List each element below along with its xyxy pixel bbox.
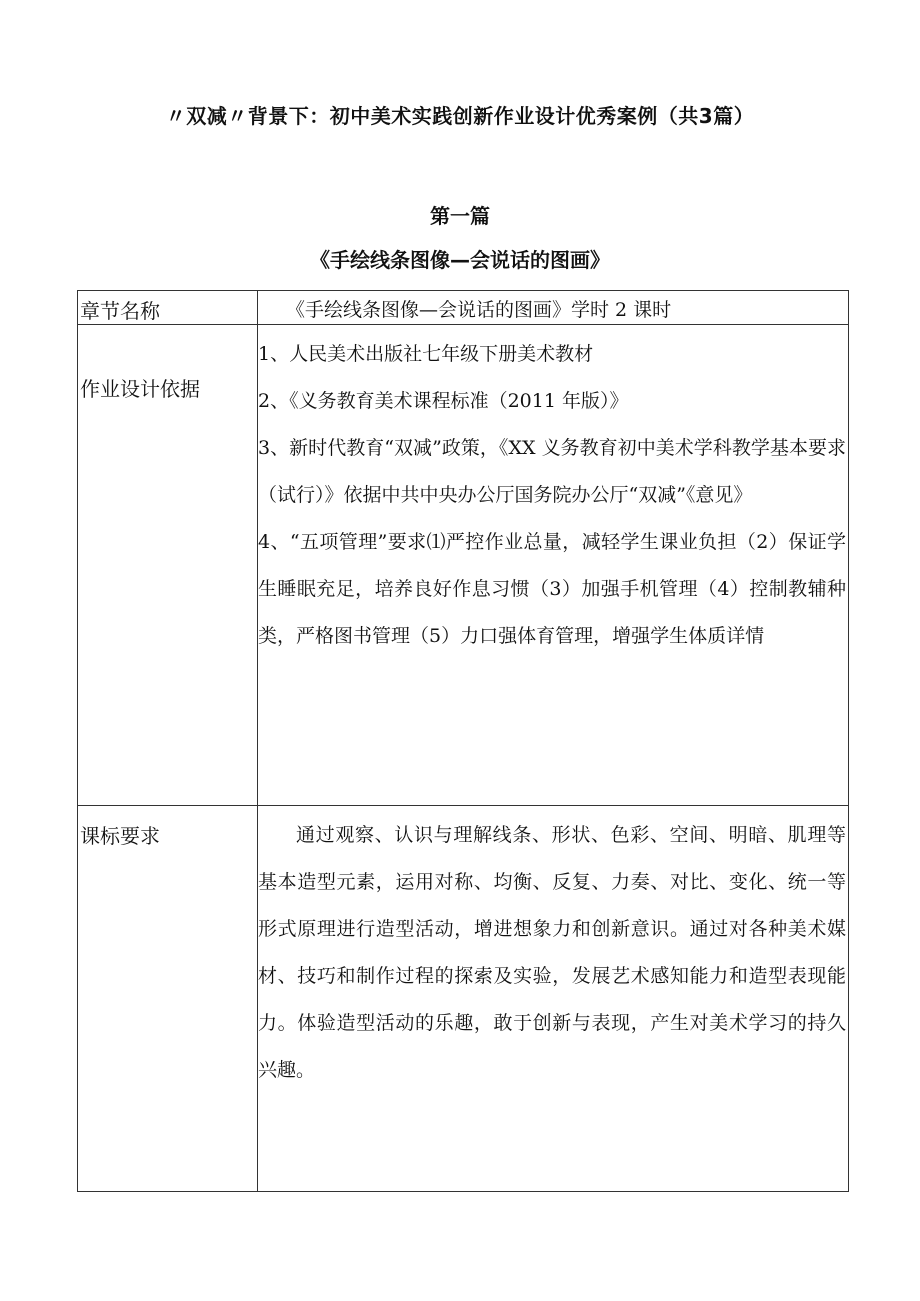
chapter-label: 章节名称 <box>80 299 160 323</box>
chapter-value-cell <box>258 291 849 325</box>
standard-label-cell <box>78 806 258 1192</box>
chapter-value: 《手绘线条图像—会说话的图画》学时 2 课时 <box>286 299 672 321</box>
work-title: 《手绘线条图像—会说话的图画》 <box>310 248 610 272</box>
table-row-basis <box>78 325 849 806</box>
basis-list <box>258 325 848 660</box>
document-title: 〃双减〃背景下：初中美术实践创新作业设计优秀案例（共3篇） <box>165 104 755 128</box>
table-row-standard <box>78 806 849 1192</box>
basis-item: 3、新时代教育“双减”政策，《XX 义务教育初中美术学科教学基本要求（试行）》依据中共中央办公厅国务院办公厅“双减”《意见》 <box>258 437 846 506</box>
basis-item: 1、人民美术出版社七年级下册美术教材 <box>258 343 594 365</box>
basis-item: 2、《义务教育美术课程标准（2011 年版）》 <box>258 390 629 412</box>
standard-text: 通过观察、认识与理解线条、形状、色彩、空间、明暗、肌理等基本造型元素，运用对称、均衡、反复、力奏、对比、变化、统一等形式原理进行造型活动，增进想象力和创新意识。通过对各种美术媒材、技巧和制作过程的探索及实验，发展艺术感知能力和造型表现能力。体验造型活动的乐趣，敢于创新与表现，产生对美术学习的持久兴趣。 <box>258 824 846 1081</box>
basis-content-cell <box>258 325 849 806</box>
standard-content-cell <box>258 806 849 1192</box>
chapter-label-cell <box>78 291 258 325</box>
basis-label: 作业设计依据 <box>80 377 200 401</box>
basis-label-cell <box>78 325 258 806</box>
table-row-chapter <box>78 291 849 325</box>
basis-item: 4、“五项管理”要求⑴严控作业总量，减轻学生课业负担（2）保证学生睡眠充足，培养良好作息习惯（3）加强手机管理（4）控制教辅种类，严格图书管理（5）力口强体育管理，增强学生体质详情 <box>258 531 846 647</box>
assignment-design-table <box>77 290 849 1192</box>
part-heading: 第一篇 <box>430 204 490 228</box>
standard-label: 课标要求 <box>80 824 160 848</box>
